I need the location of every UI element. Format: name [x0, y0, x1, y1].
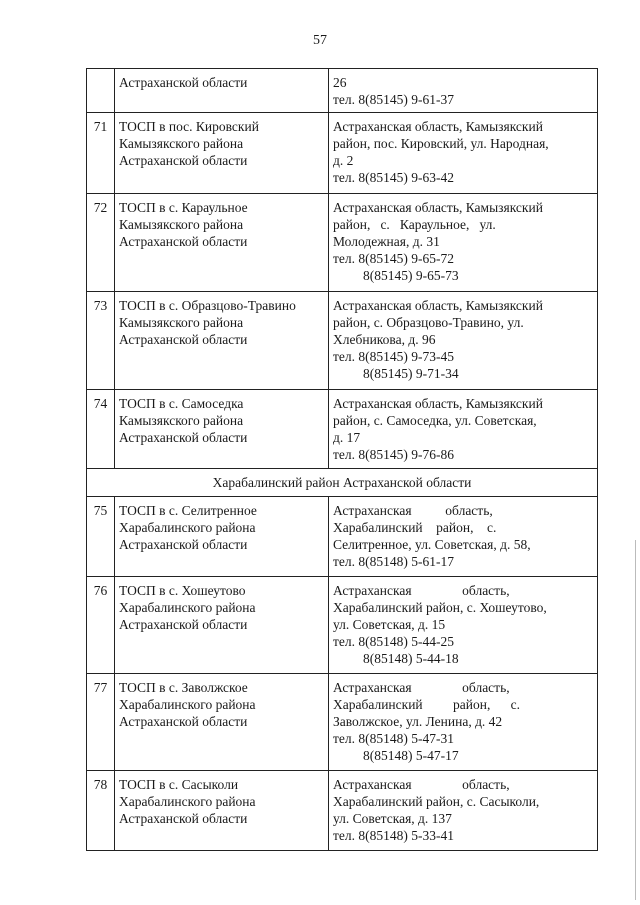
address-line: 26: [333, 75, 347, 90]
office-name-line: Харабалинского района: [119, 697, 256, 712]
address-line: Хлебникова, д. 96: [333, 332, 436, 347]
phone-line: тел. 8(85145) 9-61-37: [333, 92, 454, 107]
address-line: район, с. Образцово-Травино, ул.: [333, 315, 524, 330]
phone-line: тел. 8(85145) 9-76-86: [333, 447, 454, 462]
office-name-line: Харабалинского района: [119, 600, 256, 615]
table-row: [87, 113, 598, 194]
phone-line: 8(85148) 5-44-18: [363, 651, 459, 666]
offices-table: [86, 68, 598, 851]
phone-line: тел. 8(85148) 5-44-25: [333, 634, 454, 649]
office-name-line: ТОСП в с. Сасыколи: [119, 777, 239, 792]
address-line: Астраханская область, Камызякский: [333, 119, 543, 134]
office-name-line: ТОСП в с. Селитренное: [119, 503, 257, 518]
address-cell: [329, 69, 598, 113]
office-name-line: Харабалинского района: [119, 520, 256, 535]
address-line: Астраханская область, Камызякский: [333, 396, 543, 411]
address-line: Астраханская область, Камызякский: [333, 298, 543, 313]
office-name-line: Астраханской области: [119, 332, 248, 347]
address-line: Астраханская область,: [333, 583, 510, 598]
office-name-line: Астраханской области: [119, 153, 248, 168]
office-name-line: Астраханской области: [119, 537, 248, 552]
table-row: [87, 194, 598, 292]
table-row: [87, 674, 598, 771]
address-line: Астраханская область,: [333, 777, 510, 792]
office-name-line: Камызякского района: [119, 217, 244, 232]
address-line: д. 17: [333, 430, 361, 445]
row-number-cell: 72: [87, 194, 115, 292]
office-name-line: Астраханской области: [119, 617, 248, 632]
office-name-line: ТОСП в с. Заволжское: [119, 680, 248, 695]
table-row: [87, 292, 598, 390]
phone-line: тел. 8(85148) 5-33-41: [333, 828, 454, 843]
office-name-cell: [115, 577, 329, 674]
office-name-line: ТОСП в с. Караульное: [119, 200, 248, 215]
row-number-cell: 74: [87, 390, 115, 469]
address-cell: [329, 674, 598, 771]
row-number-cell: 73: [87, 292, 115, 390]
table-row: [87, 390, 598, 469]
address-line: ул. Советская, д. 15: [333, 617, 446, 632]
phone-line: 8(85148) 5-47-17: [363, 748, 459, 763]
address-line: Молодежная, д. 31: [333, 234, 440, 249]
address-line: Харабалинский район, с. Сасыколи,: [333, 794, 540, 809]
office-name-cell: [115, 292, 329, 390]
office-name-cell: [115, 69, 329, 113]
office-name-cell: [115, 194, 329, 292]
office-name-line: ТОСП в с. Самоседка: [119, 396, 244, 411]
office-name-line: Харабалинского района: [119, 794, 256, 809]
table-row-continuation: [87, 69, 598, 113]
address-line: Харабалинский район, с.: [333, 520, 497, 535]
address-line: Заволжское, ул. Ленина, д. 42: [333, 714, 503, 729]
address-line: Селитренное, ул. Советская, д. 58,: [333, 537, 531, 552]
address-line: район, пос. Кировский, ул. Народная,: [333, 136, 549, 151]
address-line: Астраханская область, Камызякский: [333, 200, 543, 215]
office-name-line: ТОСП в пос. Кировский: [119, 119, 259, 134]
table-row: [87, 577, 598, 674]
row-number-cell: 77: [87, 674, 115, 771]
table-row: [87, 771, 598, 851]
office-name-line: Астраханской области: [119, 430, 248, 445]
phone-line: тел. 8(85148) 5-47-31: [333, 731, 454, 746]
row-number-cell: 78: [87, 771, 115, 851]
office-name-line: Астраханской области: [119, 811, 248, 826]
section-header: Харабалинский район Астраханской области: [87, 469, 598, 497]
address-line: район, с. Караульное, ул.: [333, 217, 496, 232]
address-cell: [329, 292, 598, 390]
phone-line: тел. 8(85145) 9-73-45: [333, 349, 454, 364]
phone-line: 8(85145) 9-65-73: [363, 268, 459, 283]
address-cell: [329, 113, 598, 194]
table-row: [87, 497, 598, 577]
row-number-cell: 76: [87, 577, 115, 674]
page-number: 57: [313, 33, 327, 48]
office-name-line: Камызякского района: [119, 136, 244, 151]
phone-line: тел. 8(85145) 9-65-72: [333, 251, 454, 266]
office-name-cell: [115, 497, 329, 577]
section-header-row: [87, 469, 598, 497]
phone-line: тел. 8(85145) 9-63-42: [333, 170, 454, 185]
row-number-cell: [87, 69, 115, 113]
address-line: ул. Советская, д. 137: [333, 811, 452, 826]
phone-line: тел. 8(85148) 5-61-17: [333, 554, 454, 569]
row-number-cell: 75: [87, 497, 115, 577]
address-cell: [329, 194, 598, 292]
office-name-line: Камызякского района: [119, 315, 244, 330]
office-name-cell: [115, 390, 329, 469]
office-name-line: Камызякского района: [119, 413, 244, 428]
address-cell: [329, 577, 598, 674]
address-cell: [329, 390, 598, 469]
office-name-line: Астраханской области: [119, 234, 248, 249]
office-name-line: Астраханской области: [119, 714, 248, 729]
address-cell: [329, 771, 598, 851]
address-line: Астраханская область,: [333, 680, 510, 695]
row-number-cell: 71: [87, 113, 115, 194]
address-line: Харабалинский район, с.: [333, 697, 520, 712]
office-name-line: Астраханской области: [119, 75, 248, 90]
address-line: Харабалинский район, с. Хошеутово,: [333, 600, 547, 615]
scan-edge-mark: [635, 540, 636, 900]
address-line: район, с. Самоседка, ул. Советская,: [333, 413, 537, 428]
address-line: Астраханская область,: [333, 503, 493, 518]
office-name-cell: [115, 113, 329, 194]
office-name-cell: [115, 771, 329, 851]
address-line: д. 2: [333, 153, 354, 168]
address-cell: [329, 497, 598, 577]
office-name-cell: [115, 674, 329, 771]
office-name-line: ТОСП в с. Образцово-Травино: [119, 298, 296, 313]
phone-line: 8(85145) 9-71-34: [363, 366, 459, 381]
office-name-line: ТОСП в с. Хошеутово: [119, 583, 246, 598]
